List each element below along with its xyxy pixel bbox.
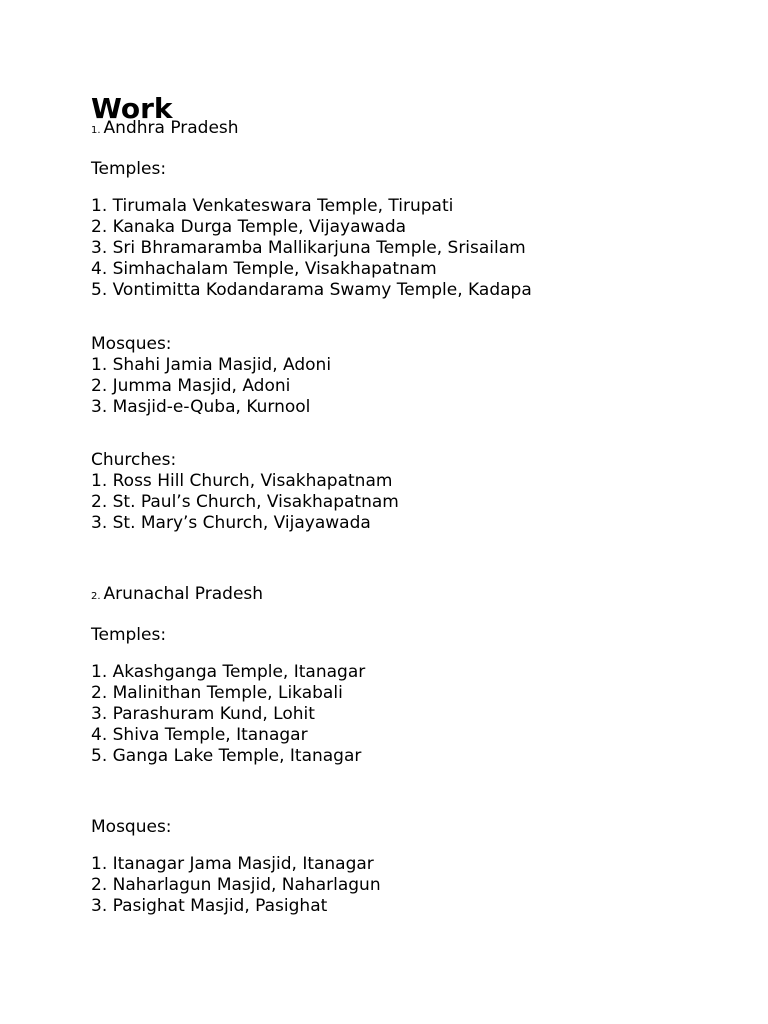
list-item: 3. St. Mary’s Church, Vijayawada <box>91 513 371 533</box>
list-item: 5. Ganga Lake Temple, Itanagar <box>91 746 362 766</box>
temples-list <box>91 196 751 301</box>
list-item: 2. Kanaka Durga Temple, Vijayawada <box>91 217 407 237</box>
list-item: 1. Akashganga Temple, Itanagar <box>91 662 366 682</box>
list-item: 3. Parashuram Kund, Lohit <box>91 704 315 724</box>
list-item: 2. Jumma Masjid, Adoni <box>91 376 291 396</box>
section-heading-arunachal-pradesh <box>91 584 751 607</box>
section-title: Arunachal Pradesh <box>103 584 264 604</box>
churches-label: Churches: <box>91 450 177 470</box>
mosques-list <box>91 355 751 418</box>
section-number: 2. <box>91 591 101 602</box>
list-item: 1. Shahi Jamia Masjid, Adoni <box>91 355 332 375</box>
list-item: 4. Shiva Temple, Itanagar <box>91 725 308 745</box>
list-item: 1. Tirumala Venkateswara Temple, Tirupati <box>91 196 454 216</box>
section-title: Andhra Pradesh <box>103 118 239 138</box>
churches-list <box>91 471 751 534</box>
document-page <box>91 92 751 917</box>
list-item: 1. Itanagar Jama Masjid, Itanagar <box>91 854 374 874</box>
temples-label: Temples: <box>91 159 167 179</box>
list-item: 4. Simhachalam Temple, Visakhapatnam <box>91 259 437 279</box>
list-item: 2. Naharlagun Masjid, Naharlagun <box>91 875 381 895</box>
mosques-label: Mosques: <box>91 334 172 354</box>
list-item: 3. Sri Bhramaramba Mallikarjuna Temple, Srisailam <box>91 238 526 258</box>
list-item: 1. Ross Hill Church, Visakhapatnam <box>91 471 393 491</box>
list-item: 3. Masjid-e-Quba, Kurnool <box>91 397 311 417</box>
temples-label: Temples: <box>91 625 167 645</box>
section-heading-andhra-pradesh <box>91 118 751 141</box>
list-item: 5. Vontimitta Kodandarama Swamy Temple, Kadapa <box>91 280 532 300</box>
mosques-label: Mosques: <box>91 817 172 837</box>
document-title: Work <box>91 92 173 125</box>
temples-list <box>91 662 751 767</box>
list-item: 3. Pasighat Masjid, Pasighat <box>91 896 328 916</box>
list-item: 2. St. Paul’s Church, Visakhapatnam <box>91 492 399 512</box>
list-item: 2. Malinithan Temple, Likabali <box>91 683 343 703</box>
section-number: 1. <box>91 125 101 136</box>
mosques-list <box>91 854 751 917</box>
